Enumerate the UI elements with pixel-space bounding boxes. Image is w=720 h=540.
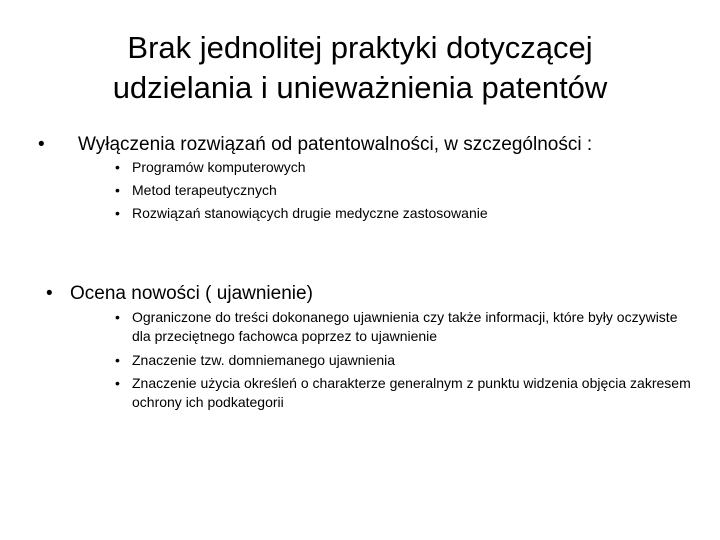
slide-title-line-1: Brak jednolitej praktyki dotyczącej (127, 30, 593, 65)
section-2-item-2-text: Znaczenie tzw. domniemanego ujawnienia (132, 352, 396, 368)
section-2-item-1-text: Ograniczone do treści dokonanego ujawnienia czy także informacji, które były oczywiste dla przeciętnego fachowca poprzez to ujawnienie (132, 309, 678, 344)
section-2-item-3 (115, 374, 695, 412)
section-2-item-2 (115, 351, 695, 370)
section-1-item-1-text: Programów komputerowych (132, 159, 306, 175)
bullet-icon: • (115, 375, 120, 391)
section-1-item-3 (115, 204, 695, 223)
section-2-item-1 (115, 308, 695, 346)
bullet-icon: • (115, 205, 120, 221)
bullet-icon: • (115, 159, 120, 175)
slide-title-line-2: udzielania i unieważnienia patentów (112, 70, 608, 105)
section-1-heading: Wyłączenia rozwiązań od patentowalności, w szczególności : (78, 134, 593, 155)
section-1-item-1 (115, 158, 695, 177)
section-1-item-2-text: Metod terapeutycznych (132, 182, 277, 198)
section-2-heading: Ocena nowości ( ujawnienie) (70, 283, 313, 304)
bullet-icon: • (115, 182, 120, 198)
bullet-icon: • (38, 134, 45, 155)
section-2-item-3-text: Znaczenie użycia określeń o charakterze generalnym z punktu widzenia objęcia zakresem ochrony ich podkategorii (132, 375, 691, 410)
section-1-item-2 (115, 181, 695, 200)
slide-title (60, 28, 660, 108)
section-1-item-3-text: Rozwiązań stanowiących drugie medyczne zastosowanie (132, 205, 488, 221)
bullet-icon: • (46, 283, 53, 304)
bullet-icon: • (115, 309, 120, 325)
bullet-icon: • (115, 352, 120, 368)
